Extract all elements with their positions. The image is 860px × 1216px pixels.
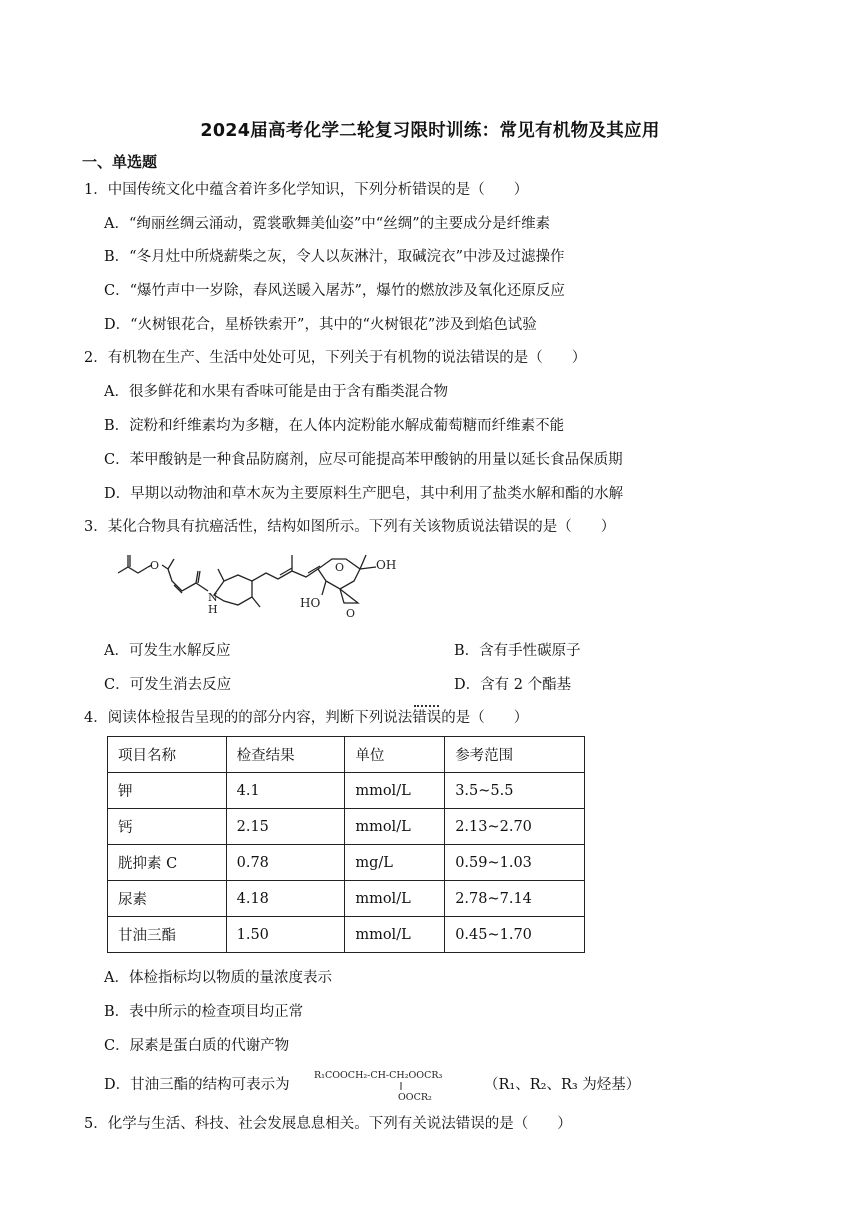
table-row bbox=[108, 773, 585, 809]
table-cell: 0.59~1.03 bbox=[445, 845, 585, 881]
table-row bbox=[108, 881, 585, 917]
table-header-cell: 参考范围 bbox=[445, 737, 585, 773]
table-header-row bbox=[108, 737, 585, 773]
molecule-structure bbox=[114, 545, 434, 630]
question-1-option-b: B．“冬月灶中所烧薪柴之灰，令人以灰淋汁，取碱浣衣”中涉及过滤操作 bbox=[104, 249, 565, 265]
question-4-option-b: B．表中所示的检查项目均正常 bbox=[104, 1004, 304, 1020]
table-cell: 胱抑素 C bbox=[108, 845, 227, 881]
question-4-option-c: C．尿素是蛋白质的代谢产物 bbox=[104, 1038, 290, 1054]
table-row bbox=[108, 845, 585, 881]
table-cell: 2.13~2.70 bbox=[445, 809, 585, 845]
table-cell: 钾 bbox=[108, 773, 227, 809]
question-4-option-d-note: （R₁、R₂、R₃ 为烃基） bbox=[484, 1077, 641, 1093]
mol-label-o2: O bbox=[335, 561, 345, 574]
question-1-stem: 1．中国传统文化中蕴含着许多化学知识，下列分析错误的是（ ） bbox=[84, 182, 529, 198]
question-2-option-b: B．淀粉和纤维素均为多糖，在人体内淀粉能水解成葡萄糖而纤维素不能 bbox=[104, 418, 565, 434]
table-header-cell: 检查结果 bbox=[226, 737, 345, 773]
question-2-stem: 2．有机物在生产、生活中处处可见，下列关于有机物的说法错误的是（ ） bbox=[84, 350, 587, 366]
table-header-cell: 单位 bbox=[345, 737, 445, 773]
table-cell: 0.45~1.70 bbox=[445, 917, 585, 953]
question-1-option-d: D．“火树银花合，星桥铁索开”，其中的“火树银花”涉及到焰色试验 bbox=[104, 317, 537, 333]
table-cell: mmol/L bbox=[345, 917, 445, 953]
question-2-option-d: D．早期以动物油和草木灰为主要原料生产肥皂，其中利用了盐类水解和酯的水解 bbox=[104, 486, 624, 502]
table-cell: mmol/L bbox=[345, 881, 445, 917]
triglyceride-formula bbox=[312, 1066, 472, 1106]
table-cell: 4.1 bbox=[226, 773, 345, 809]
section-heading: 一、单选题 bbox=[82, 153, 158, 171]
table-header-cell: 项目名称 bbox=[108, 737, 227, 773]
table-cell: 尿素 bbox=[108, 881, 227, 917]
question-4-option-a: A．体检指标均以物质的量浓度表示 bbox=[104, 970, 332, 986]
table-row bbox=[108, 809, 585, 845]
table-cell: mg/L bbox=[345, 845, 445, 881]
page-title: 2024届高考化学二轮复习限时训练：常见有机物及其应用 bbox=[200, 121, 660, 141]
table-cell: 2.78~7.14 bbox=[445, 881, 585, 917]
question-1-option-a: A．“绚丽丝绸云涌动，霓裳歌舞美仙姿”中“丝绸”的主要成分是纤维素 bbox=[104, 216, 551, 232]
mol-label-ho: HO bbox=[300, 596, 321, 610]
table-cell: 甘油三酯 bbox=[108, 917, 227, 953]
mol-label-oh: OH bbox=[376, 558, 397, 572]
question-3-option-a: A．可发生水解反应 bbox=[104, 643, 231, 659]
table-cell: mmol/L bbox=[345, 773, 445, 809]
question-3-option-b: B．含有手性碳原子 bbox=[454, 643, 581, 659]
table-cell: 3.5~5.5 bbox=[445, 773, 585, 809]
question-5-stem: 5．化学与生活、科技、社会发展息息相关。下列有关说法错误的是（ ） bbox=[84, 1116, 572, 1132]
question-4-stem bbox=[84, 708, 528, 728]
question-2-option-c: C．苯甲酸钠是一种食品防腐剂，应尽可能提高苯甲酸钠的用量以延长食品保质期 bbox=[104, 452, 623, 468]
table-cell: 2.15 bbox=[226, 809, 345, 845]
question-3-stem: 3．某化合物具有抗癌活性，结构如图所示。下列有关该物质说法错误的是（ ） bbox=[84, 519, 616, 535]
question-4-stem-post: 的是（ ） bbox=[441, 710, 529, 726]
table-cell: 1.50 bbox=[226, 917, 345, 953]
table-cell: 钙 bbox=[108, 809, 227, 845]
formula-main: R₁COOCH₂-CH-CH₂OOCR₃ bbox=[314, 1070, 443, 1081]
mol-label-n: N bbox=[208, 591, 218, 604]
mol-label-o1: O bbox=[150, 559, 160, 572]
report-table bbox=[107, 736, 585, 953]
mol-label-o3: O bbox=[346, 607, 356, 620]
question-4-stem-emphasis: 错误 bbox=[412, 710, 442, 726]
formula-sub: OOCR₂ bbox=[398, 1092, 432, 1103]
table-cell: mmol/L bbox=[345, 809, 445, 845]
question-3-option-c: C．可发生消去反应 bbox=[104, 677, 232, 693]
table-cell: 4.18 bbox=[226, 881, 345, 917]
question-3-option-d: D．含有 2 个酯基 bbox=[454, 677, 572, 693]
question-1-option-c: C．“爆竹声中一岁除，春风送暖入屠苏”，爆竹的燃放涉及氧化还原反应 bbox=[104, 283, 565, 299]
mol-label-h: H bbox=[208, 603, 218, 616]
table-cell: 0.78 bbox=[226, 845, 345, 881]
table-row bbox=[108, 917, 585, 953]
question-2-option-a: A．很多鲜花和水果有香味可能是由于含有酯类混合物 bbox=[104, 384, 448, 400]
question-4-stem-pre: 4．阅读体检报告呈现的的部分内容，判断下列说法 bbox=[84, 710, 413, 726]
question-4-option-d-text: D．甘油三酯的结构可表示为 bbox=[104, 1077, 290, 1093]
